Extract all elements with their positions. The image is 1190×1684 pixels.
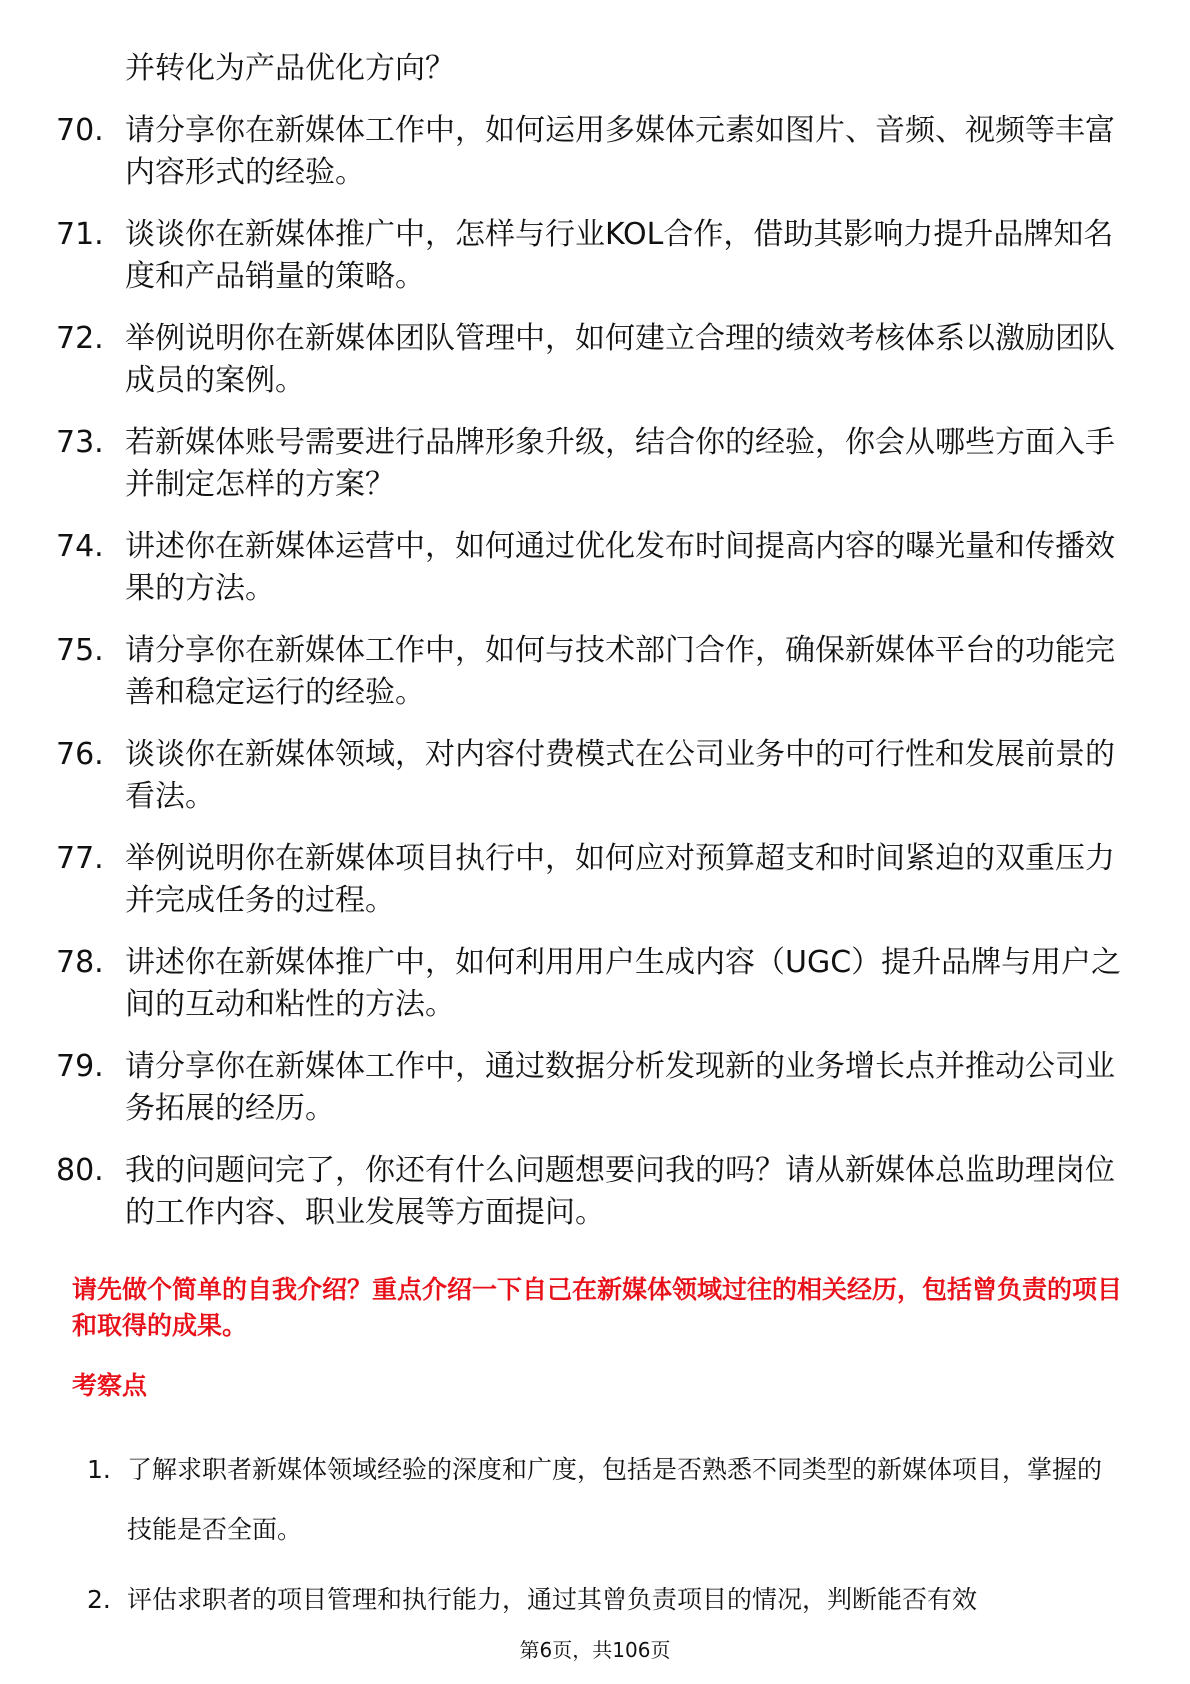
highlight-question: 请先做个简单的自我介绍？重点介绍一下自己在新媒体领域过往的相关经历，包括曾负责的项目和取得的成果。 — [72, 1275, 1123, 1340]
point-text: 评估求职者的项目管理和执行能力，通过其曾负责项目的情况，判断能否有效 — [127, 1585, 978, 1614]
question-number: 74. — [56, 529, 104, 564]
point-number: 1. — [87, 1455, 111, 1484]
question-number: 77. — [56, 841, 104, 876]
question-item — [0, 110, 1190, 194]
question-item — [0, 734, 1190, 818]
question-item — [0, 214, 1190, 298]
point-number: 2. — [87, 1585, 111, 1614]
question-item — [0, 942, 1190, 1026]
page-footer: 第6页，共106页 — [519, 1638, 671, 1662]
question-item — [0, 630, 1190, 714]
question-number: 73. — [56, 425, 104, 460]
question-text: 讲述你在新媒体推广中，如何利用用户生成内容（UGC）提升品牌与用户之间的互动和粘性的方法。 — [125, 945, 1122, 1022]
point-item — [0, 1440, 1190, 1560]
question-text: 若新媒体账号需要进行品牌形象升级，结合你的经验，你会从哪些方面入手并制定怎样的方案？ — [125, 425, 1115, 502]
question-number: 78. — [56, 945, 104, 980]
continuation-text: 并转化为产品优化方向？ — [125, 51, 455, 86]
question-number: 79. — [56, 1049, 104, 1084]
question-item — [0, 1046, 1190, 1130]
question-text: 请分享你在新媒体工作中，通过数据分析发现新的业务增长点并推动公司业务拓展的经历。 — [125, 1049, 1115, 1126]
question-number: 70. — [56, 113, 104, 148]
question-item — [0, 526, 1190, 610]
question-number: 80. — [56, 1153, 104, 1188]
question-text: 请分享你在新媒体工作中，如何与技术部门合作，确保新媒体平台的功能完善和稳定运行的经验。 — [125, 633, 1115, 710]
question-text: 我的问题问完了，你还有什么问题想要问我的吗？请从新媒体总监助理岗位的工作内容、职业发展等方面提问。 — [125, 1153, 1115, 1230]
question-text: 请分享你在新媒体工作中，如何运用多媒体元素如图片、音频、视频等丰富内容形式的经验。 — [125, 113, 1115, 190]
question-item — [0, 318, 1190, 402]
question-item — [0, 838, 1190, 922]
question-item — [0, 422, 1190, 506]
question-text: 举例说明你在新媒体团队管理中，如何建立合理的绩效考核体系以激励团队成员的案例。 — [125, 321, 1115, 398]
question-number: 71. — [56, 217, 104, 252]
point-list — [0, 1440, 1190, 1640]
question-item — [0, 1150, 1190, 1234]
question-text: 讲述你在新媒体运营中，如何通过优化发布时间提高内容的曝光量和传播效果的方法。 — [125, 529, 1115, 606]
question-text: 谈谈你在新媒体推广中，怎样与行业KOL合作，借助其影响力提升品牌知名度和产品销量的策略。 — [125, 217, 1114, 294]
question-list — [0, 110, 1190, 1254]
question-number: 75. — [56, 633, 104, 668]
point-item — [0, 1570, 1190, 1630]
question-text: 谈谈你在新媒体领域，对内容付费模式在公司业务中的可行性和发展前景的看法。 — [125, 737, 1115, 814]
question-number: 72. — [56, 321, 104, 356]
question-number: 76. — [56, 737, 104, 772]
section-title: 考察点 — [72, 1371, 148, 1400]
point-text: 了解求职者新媒体领域经验的深度和广度，包括是否熟悉不同类型的新媒体项目，掌握的技能是否全面。 — [127, 1455, 1103, 1544]
question-text: 举例说明你在新媒体项目执行中，如何应对预算超支和时间紧迫的双重压力并完成任务的过程。 — [125, 841, 1115, 918]
